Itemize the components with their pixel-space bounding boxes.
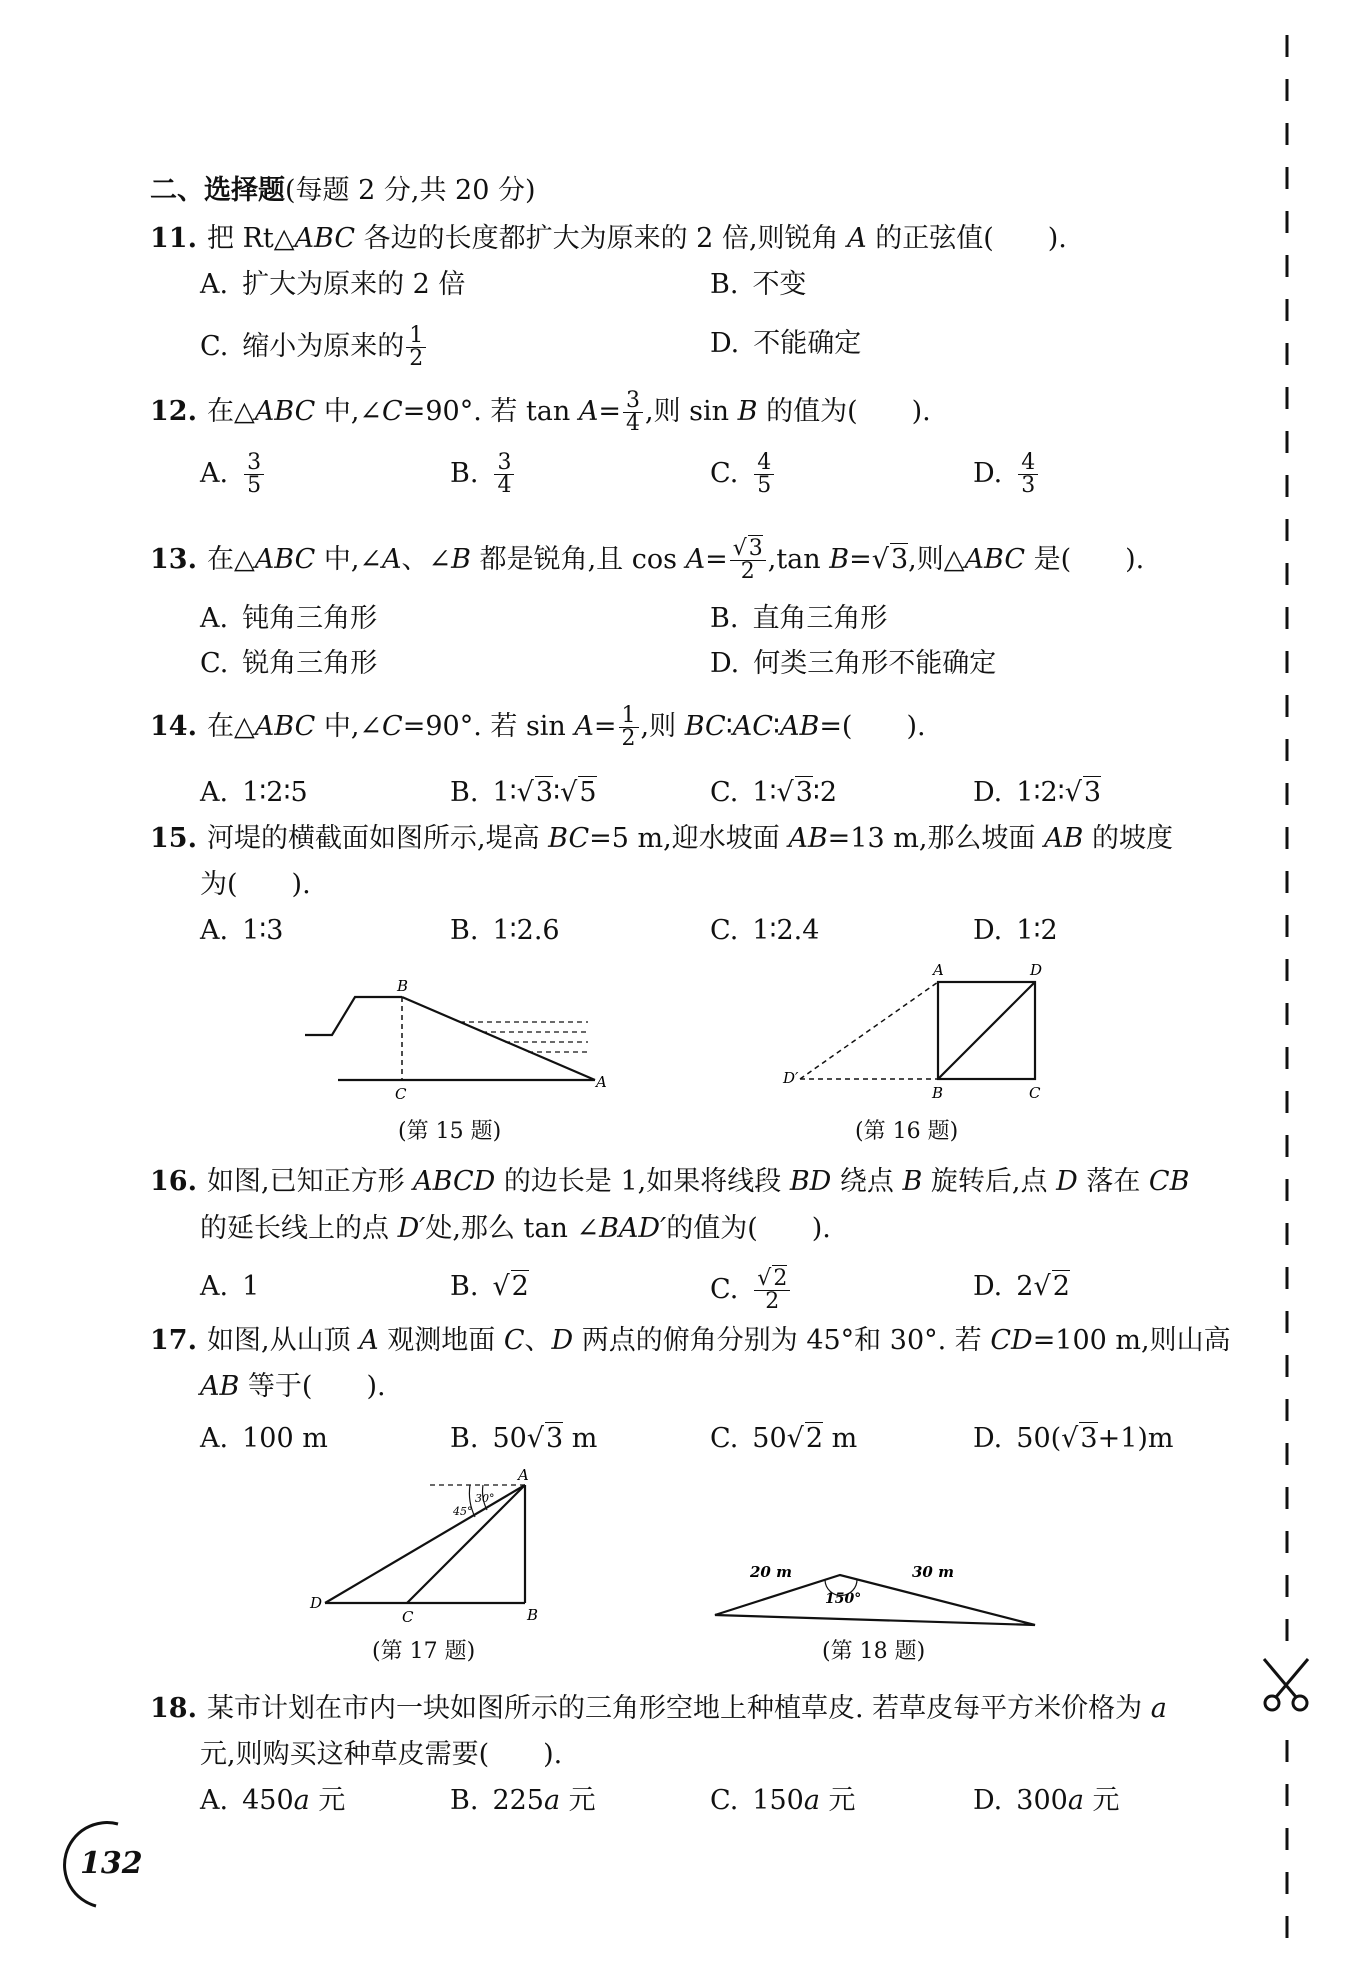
option-label: C.: [710, 1423, 739, 1454]
question-15-cont: [200, 866, 311, 904]
question-17-cont: [200, 1368, 386, 1406]
math-var: B: [451, 544, 472, 575]
option-label: C.: [710, 1785, 739, 1816]
math-var: ABC: [254, 711, 316, 742]
text: =90°. 若 tan: [402, 396, 579, 427]
option-14-b: B. 1∶√3∶√5: [450, 777, 597, 808]
option-label: C.: [710, 458, 739, 489]
denominator: 4: [626, 411, 640, 436]
text: 的延长线上的点: [200, 1213, 398, 1244]
question-number: 17.: [150, 1325, 197, 1356]
text: =( ).: [819, 711, 926, 742]
math-var: A: [382, 544, 402, 575]
question-16-cont: [200, 1210, 831, 1248]
option-text: 元: [560, 1785, 596, 1816]
option-text: 1∶2∶5: [242, 777, 308, 808]
label-d: D: [1030, 961, 1043, 979]
option-label: B.: [450, 1423, 479, 1454]
denominator: 4: [497, 473, 512, 498]
option-label: B.: [710, 603, 739, 634]
text: =13 m,那么坡面: [827, 823, 1045, 854]
radicand: 3: [1080, 1423, 1098, 1454]
option-18-c: [710, 1782, 856, 1820]
text: ∶: [725, 711, 733, 742]
numerator: 3: [494, 452, 514, 475]
denominator: 5: [247, 473, 262, 498]
option-17-d: D. 50(√3+1)m: [973, 1423, 1174, 1454]
radicand: 3: [535, 777, 554, 808]
radicand: 3: [546, 1423, 564, 1454]
angle-30-label: 30°: [475, 1492, 495, 1505]
option-text: ∶: [553, 777, 561, 808]
text: 的坡度: [1083, 823, 1173, 854]
option-text: 1∶3: [242, 915, 284, 946]
fraction: [1018, 452, 1038, 497]
text: 处,那么 tan ∠: [425, 1213, 600, 1244]
option-18-d: [973, 1782, 1120, 1820]
section-title: 二、选择题: [150, 175, 285, 206]
option-18-a: [200, 1782, 345, 1820]
option-text: 225: [492, 1785, 544, 1816]
scissors-icon: [1258, 1655, 1314, 1715]
math-var: ABC: [964, 544, 1025, 575]
option-12-a: [200, 452, 266, 497]
math-var: a: [543, 1785, 561, 1816]
side-label-left: 20 m: [750, 1563, 792, 1581]
text: =100 m,则山高: [1032, 1325, 1231, 1356]
text: 旋转后,点: [922, 1166, 1057, 1197]
text: 绕点: [831, 1166, 903, 1197]
option-16-a: [200, 1268, 259, 1306]
math-var: A: [578, 396, 599, 427]
option-label: B.: [450, 777, 479, 808]
text: 河堤的横截面如图所示,堤高: [206, 823, 549, 854]
option-13-a: [200, 600, 377, 638]
text: 中,∠: [315, 711, 383, 742]
option-label: D.: [973, 915, 1003, 946]
math-var: BAD′: [599, 1213, 667, 1244]
text: 等于( ).: [239, 1371, 386, 1402]
question-14: [150, 705, 926, 750]
option-15-d: [973, 912, 1058, 950]
text: =: [598, 396, 621, 427]
figure-18-caption: (第 18 题): [822, 1639, 926, 1664]
option-15-c: [710, 912, 819, 950]
math-var: AB: [788, 823, 828, 854]
math-var: B: [902, 1166, 923, 1197]
question-15: [150, 820, 1173, 858]
option-text: 钝角三角形: [242, 603, 378, 634]
math-var: BC: [548, 823, 590, 854]
radicand: 2: [511, 1271, 529, 1302]
option-text: 1∶2.4: [752, 915, 820, 946]
numerator: 1: [619, 705, 639, 728]
text: ,tan: [767, 544, 830, 575]
question-number: 14.: [150, 711, 197, 742]
option-text: 1: [242, 1271, 260, 1302]
question-13: [150, 538, 1144, 583]
mountain-angle-diagram: [305, 1465, 560, 1630]
label-d: D: [310, 1594, 323, 1612]
radicand: 2: [1052, 1271, 1070, 1302]
option-13-d: [710, 645, 996, 683]
math-var: BD: [789, 1166, 832, 1197]
square-rotation-diagram: [775, 960, 1055, 1110]
label-a: A: [596, 1073, 607, 1091]
option-17-b: B. 50√3 m: [450, 1423, 598, 1454]
option-text: 1∶2.6: [492, 915, 560, 946]
numerator: √2: [754, 1268, 790, 1291]
option-16-b: B. √2: [450, 1271, 529, 1302]
square-root: √3: [871, 544, 909, 575]
option-text: 150: [752, 1785, 804, 1816]
option-text: 不变: [752, 269, 807, 300]
text: 为( ).: [200, 869, 311, 900]
math-var: C: [503, 1325, 525, 1356]
option-text: m: [823, 1423, 858, 1454]
option-label: C.: [200, 648, 229, 679]
math-var: C: [382, 396, 403, 427]
text: =: [705, 544, 728, 575]
option-14-a: [200, 774, 308, 812]
option-text: 直角三角形: [752, 603, 888, 634]
text: 如图,已知正方形: [206, 1166, 414, 1197]
option-11-a: [200, 266, 465, 304]
text: =90°. 若 sin: [402, 711, 575, 742]
numerator: 4: [754, 452, 774, 475]
math-var: ABC: [254, 544, 316, 575]
angle-label: 150°: [825, 1591, 862, 1607]
label-a: A: [933, 961, 944, 979]
option-text: 元: [819, 1785, 856, 1816]
figure-17: [305, 1465, 560, 1630]
label-a: A: [518, 1466, 529, 1484]
option-15-b: [450, 912, 560, 950]
option-label: A.: [200, 269, 229, 300]
option-12-b: [450, 452, 516, 497]
fraction: [619, 705, 639, 750]
option-text: m: [563, 1423, 598, 1454]
math-var: B: [829, 544, 850, 575]
text: ∶: [772, 711, 780, 742]
option-11-d: [710, 325, 861, 363]
text: 各边的长度都扩大为原来的 2 倍,则锐角: [355, 223, 848, 254]
text: ,则△: [908, 544, 965, 575]
option-text: 100 m: [242, 1423, 328, 1454]
radicand: 3: [748, 536, 763, 561]
option-label: B.: [450, 1785, 479, 1816]
option-text: +1)m: [1097, 1423, 1174, 1454]
option-17-c: C. 50√2 m: [710, 1423, 858, 1454]
numerator: √3: [730, 538, 766, 561]
figure-15-caption: (第 15 题): [398, 1119, 502, 1144]
math-var: ABCD: [413, 1166, 496, 1197]
option-text: 300: [1016, 1785, 1068, 1816]
text: =: [593, 711, 617, 742]
text: 的值为( ).: [666, 1213, 831, 1244]
fraction: [406, 325, 426, 370]
math-var: ABC: [294, 223, 356, 254]
math-var: CD: [990, 1325, 1033, 1356]
text: 两点的俯角分别为 45°和 30°. 若: [573, 1325, 991, 1356]
triangle-plot-diagram: [705, 1555, 1050, 1635]
denominator: 5: [757, 473, 772, 498]
question-number: 15.: [150, 823, 197, 854]
radicand: 3: [890, 544, 909, 575]
option-16-d: D. 2√2: [973, 1271, 1070, 1302]
figure-16: [775, 960, 1055, 1110]
numerator: 4: [1018, 452, 1038, 475]
option-label: D.: [973, 777, 1003, 808]
label-b: B: [932, 1084, 944, 1102]
option-text: 何类三角形不能确定: [753, 648, 997, 679]
option-text: 扩大为原来的 2 倍: [242, 269, 466, 300]
option-label: B.: [450, 1271, 479, 1302]
math-var: A: [574, 711, 594, 742]
text: 在△: [206, 396, 255, 427]
label-c: C: [1029, 1084, 1041, 1102]
option-text: 50(: [1016, 1423, 1062, 1454]
text: 是( ).: [1025, 544, 1145, 575]
figure-15: [300, 975, 620, 1110]
text: 中,∠: [315, 396, 383, 427]
text: =5 m,迎水坡面: [589, 823, 789, 854]
question-17: [150, 1322, 1231, 1360]
fraction: [244, 452, 264, 497]
option-text: 1∶: [752, 777, 777, 808]
option-label: D.: [973, 1785, 1003, 1816]
math-var: AB: [779, 711, 820, 742]
option-text: 元: [1083, 1785, 1120, 1816]
option-11-c: [200, 325, 428, 370]
denominator: 2: [765, 1289, 780, 1314]
figure-18: [705, 1555, 1050, 1635]
numerator: 3: [623, 390, 643, 413]
option-label: B.: [710, 269, 739, 300]
text: 落在: [1077, 1166, 1149, 1197]
question-16: [150, 1163, 1189, 1201]
option-text: 450: [242, 1785, 294, 1816]
option-text: ∶2: [812, 777, 838, 808]
section-note: (每题 2 分,共 20 分): [285, 175, 536, 206]
option-text: 1∶: [492, 777, 517, 808]
option-label: C.: [710, 777, 739, 808]
text: =: [849, 544, 872, 575]
option-label: C.: [710, 915, 739, 946]
text: 如图,从山顶: [206, 1325, 360, 1356]
math-var: D: [551, 1325, 574, 1356]
denominator: 2: [409, 346, 424, 371]
text: 、∠: [401, 544, 452, 575]
figure-17-caption: (第 17 题): [372, 1639, 476, 1664]
denominator: 2: [740, 559, 755, 584]
math-var: B: [737, 396, 758, 427]
option-label: B.: [450, 915, 479, 946]
math-var: CB: [1148, 1166, 1190, 1197]
option-label: D.: [973, 1271, 1003, 1302]
fraction: [494, 452, 514, 497]
side-label-right: 30 m: [912, 1563, 954, 1581]
question-12: [150, 390, 931, 435]
math-var: a: [293, 1785, 310, 1816]
text: 、: [524, 1325, 552, 1356]
option-label: C.: [710, 1274, 739, 1305]
option-12-d: [973, 452, 1040, 497]
option-text: 50: [492, 1423, 527, 1454]
option-15-a: [200, 912, 283, 950]
question-18: [150, 1690, 1167, 1728]
option-text: 不能确定: [753, 328, 862, 359]
denominator: 2: [621, 726, 636, 751]
text: 的正弦值( ).: [866, 223, 1067, 254]
text: 观测地面: [378, 1325, 504, 1356]
option-text: 1∶2∶: [1016, 777, 1065, 808]
option-label: A.: [200, 1271, 229, 1302]
math-var: A: [359, 1325, 379, 1356]
option-text: 锐角三角形: [242, 648, 378, 679]
option-label: A.: [200, 915, 229, 946]
math-var: AB: [200, 1371, 240, 1402]
label-b: B: [527, 1606, 539, 1624]
option-label: D.: [710, 648, 740, 679]
math-var: ABC: [254, 396, 316, 427]
fraction: [730, 538, 766, 583]
option-label: D.: [973, 458, 1003, 489]
radicand: 3: [1083, 777, 1102, 808]
text: 的边长是 1,如果将线段: [495, 1166, 790, 1197]
math-var: BC: [684, 711, 726, 742]
page-number: [58, 1818, 148, 1908]
text: 都是锐角,且 cos: [471, 544, 686, 575]
text: 某市计划在市内一块如图所示的三角形空地上种植草皮. 若草皮每平方米价格为: [206, 1693, 1151, 1724]
label-c: C: [395, 1085, 407, 1103]
text: ,则: [640, 711, 685, 742]
option-11-b: [710, 266, 806, 304]
option-text: 50: [752, 1423, 787, 1454]
text: 在△: [206, 544, 255, 575]
math-var: AC: [732, 711, 773, 742]
option-17-a: [200, 1420, 328, 1458]
figure-16-caption: (第 16 题): [855, 1119, 959, 1144]
option-label: A.: [200, 1423, 229, 1454]
radicand: 2: [805, 1423, 824, 1454]
question-11: [150, 220, 1067, 258]
option-text: 元: [309, 1785, 346, 1816]
option-text: 缩小为原来的: [242, 331, 405, 362]
radicand: 3: [795, 777, 813, 808]
option-label: A.: [200, 458, 229, 489]
fraction: [754, 1268, 790, 1313]
math-var: a: [803, 1785, 820, 1816]
option-12-c: [710, 452, 776, 497]
page-number-text: 132: [80, 1846, 143, 1881]
math-var: AB: [1044, 823, 1084, 854]
option-14-d: D. 1∶2∶√3: [973, 777, 1102, 808]
option-label: D.: [710, 328, 740, 359]
option-label: A.: [200, 777, 229, 808]
option-label: A.: [200, 1785, 229, 1816]
denominator: 3: [1021, 473, 1036, 498]
option-18-b: [450, 1782, 596, 1820]
option-13-c: [200, 645, 377, 683]
option-14-c: C. 1∶√3∶2: [710, 777, 838, 808]
text: 的值为( ).: [757, 396, 931, 427]
option-label: D.: [973, 1423, 1003, 1454]
math-var: C: [382, 711, 403, 742]
option-16-c: [710, 1268, 792, 1313]
option-13-b: [710, 600, 887, 638]
radicand: 2: [773, 1266, 788, 1291]
question-number: 16.: [150, 1166, 197, 1197]
embankment-diagram: [300, 975, 620, 1110]
label-c: C: [402, 1608, 414, 1626]
math-var: a: [1067, 1785, 1084, 1816]
question-number: 13.: [150, 544, 197, 575]
question-number: 12.: [150, 396, 197, 427]
option-text: 2: [1016, 1271, 1034, 1302]
math-var: D: [1056, 1166, 1078, 1197]
fraction: [754, 452, 774, 497]
fraction: [623, 390, 643, 435]
question-number: 11.: [150, 223, 197, 254]
option-label: C.: [200, 331, 229, 362]
text: 在△: [206, 711, 255, 742]
math-var: A: [847, 223, 867, 254]
radicand: 5: [579, 777, 597, 808]
text: 中,∠: [315, 544, 383, 575]
question-number: 18.: [150, 1693, 197, 1724]
numerator: 1: [406, 325, 426, 348]
math-var: A: [685, 544, 706, 575]
option-label: A.: [200, 603, 229, 634]
option-text: 1∶2: [1016, 915, 1058, 946]
math-var: D′: [397, 1213, 426, 1244]
text: ,则 sin: [645, 396, 738, 427]
angle-45-label: 45°: [453, 1505, 473, 1518]
section-heading: [150, 172, 536, 210]
text: 元,则购买这种草皮需要( ).: [200, 1739, 563, 1770]
numerator: 3: [244, 452, 264, 475]
label-b: B: [397, 977, 409, 995]
option-label: B.: [450, 458, 479, 489]
math-var: a: [1150, 1693, 1167, 1724]
label-d-prime: D′: [783, 1069, 799, 1087]
question-18-cont: [200, 1736, 562, 1774]
text: 把 Rt△: [206, 223, 295, 254]
